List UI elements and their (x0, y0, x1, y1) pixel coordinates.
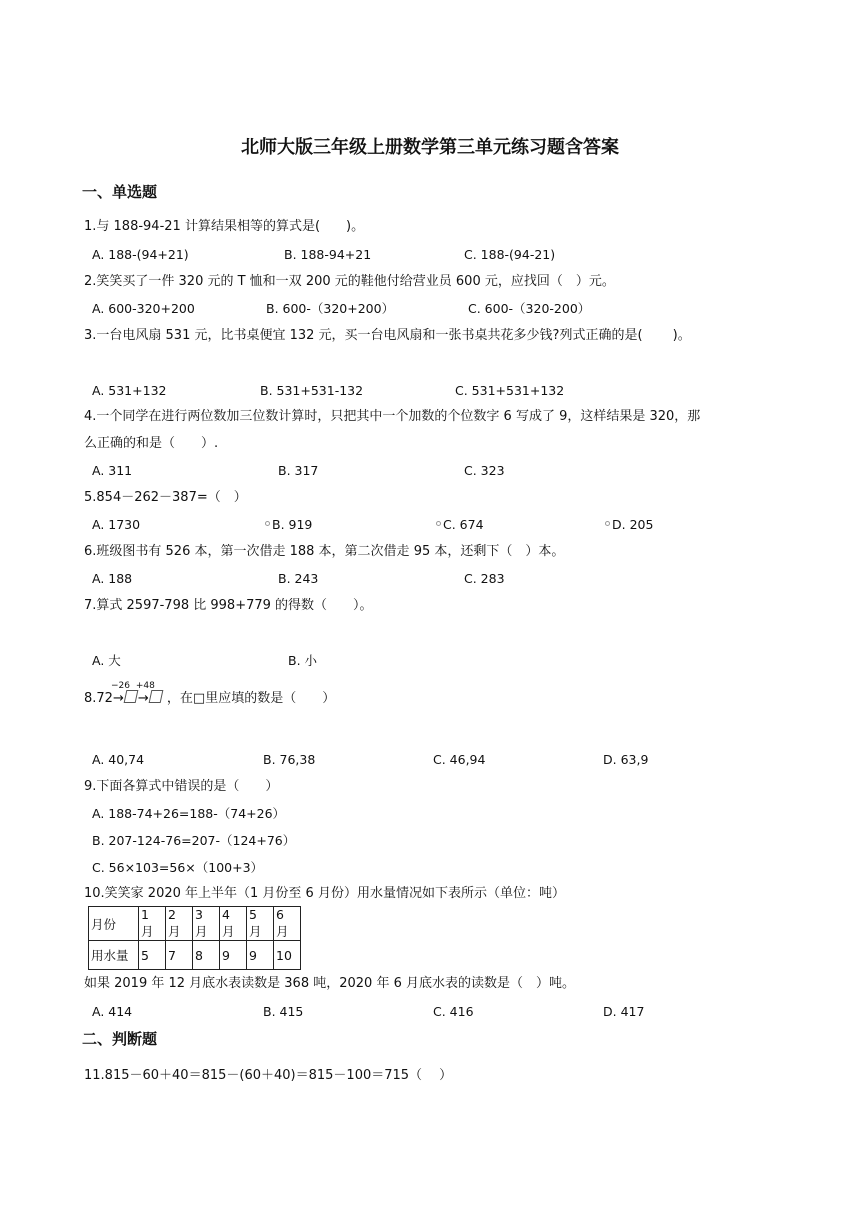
question-7-option-a[interactable]: A. 大 (92, 653, 121, 668)
question-5-stem: 5.854－262－387=（ ） (84, 490, 247, 505)
document-title: 北师大版三年级上册数学第三单元练习题含答案 (241, 137, 619, 158)
question-6-option-a[interactable]: A. 188 (92, 571, 133, 586)
arrow-icon: −26 → (110, 681, 130, 706)
question-2-option-b[interactable]: B. 600-（320+200） (266, 301, 395, 316)
question-2-option-a[interactable]: A. 600-320+200 (92, 301, 195, 316)
question-9-stem: 9.下面各算式中错误的是（ ） (84, 779, 279, 794)
question-8-option-c[interactable]: C. 46,94 (433, 752, 486, 767)
table-row (89, 941, 301, 970)
table-cell: 5 (139, 941, 166, 970)
question-10-option-a[interactable]: A. 414 (92, 1004, 133, 1019)
table-cell: 3 月 (193, 907, 220, 941)
table-cell: 9 (247, 941, 274, 970)
arrow-icon: +48 → (135, 681, 155, 706)
question-8-option-b[interactable]: B. 76,38 (263, 752, 316, 767)
question-6-option-c[interactable]: C. 283 (464, 571, 505, 586)
question-10-follow-up: 如果 2019 年 12 月底水表读数是 368 吨，2020 年 6 月底水表的读数是（ ）吨。 (84, 976, 575, 991)
section-heading-single-choice: 一、单选题 (82, 183, 158, 201)
radio-marker-icon (605, 521, 610, 526)
question-5-option-a[interactable]: A. 1730 (92, 517, 141, 532)
question-1-option-c[interactable]: C. 188-(94-21) (464, 247, 556, 262)
question-6-option-b[interactable]: B. 243 (278, 571, 319, 586)
question-5-option-b[interactable] (265, 516, 312, 534)
question-3-stem: 3.一台电风扇 531 元，比书桌便宜 132 元，买一台电风扇和一张书桌共花多少钱?列式正确的是( )。 (84, 328, 691, 343)
question-8-suffix: ，在□里应填的数是（ ） (166, 691, 336, 706)
answer-box-icon (123, 690, 138, 703)
question-4-option-c[interactable]: C. 323 (464, 463, 505, 478)
question-1-option-a[interactable]: A. 188-(94+21) (92, 247, 189, 262)
table-cell: 10 (274, 941, 301, 970)
question-1-stem: 1.与 188-94-21 计算结果相等的算式是( )。 (84, 219, 365, 234)
question-4-stem-line-1: 4.一个同学在进行两位数加三位数计算时，只把其中一个加数的个位数字 6 写成了 9，这样结果是 320，那 (84, 409, 701, 424)
question-5-option-c[interactable] (436, 516, 484, 534)
question-9-option-b[interactable]: B. 207-124-76=207-（124+76） (92, 833, 296, 848)
question-11-stem: 11.815－60＋40＝815－(60＋40)＝815－100＝715（ ） (84, 1068, 453, 1083)
radio-marker-icon (436, 521, 441, 526)
answer-box-icon (148, 690, 163, 703)
table-cell: 2 月 (166, 907, 193, 941)
question-8-stem (84, 681, 336, 708)
question-4-option-a[interactable]: A. 311 (92, 463, 133, 478)
table-cell: 8 (193, 941, 220, 970)
question-10-stem: 10.笑笑家 2020 年上半年（1 月份至 6 月份）用水量情况如下表所示（单位：吨） (84, 886, 565, 901)
question-8-option-d[interactable]: D. 63,9 (603, 752, 649, 767)
table-cell: 6 月 (274, 907, 301, 941)
question-7-stem: 7.算式 2597-798 比 998+779 的得数（ ）。 (84, 598, 373, 613)
question-5-option-d-label: D. 205 (612, 517, 654, 532)
question-8-option-a[interactable]: A. 40,74 (92, 752, 145, 767)
question-9-option-a[interactable]: A. 188-74+26=188-（74+26） (92, 806, 286, 821)
question-4-option-b[interactable]: B. 317 (278, 463, 319, 478)
question-3-option-a[interactable]: A. 531+132 (92, 383, 167, 398)
question-7-option-b[interactable]: B. 小 (288, 653, 318, 668)
table-cell: 5 月 (247, 907, 274, 941)
question-8-step-1-label: −26 (110, 681, 130, 691)
table-cell: 4 月 (220, 907, 247, 941)
table-cell: 用水量 (89, 941, 139, 970)
question-10-option-c[interactable]: C. 416 (433, 1004, 474, 1019)
table-header-row (89, 907, 301, 941)
table-cell: 9 (220, 941, 247, 970)
table-cell: 月份 (89, 907, 139, 941)
table-cell: 7 (166, 941, 193, 970)
question-9-option-c[interactable]: C. 56×103=56×（100+3） (92, 860, 264, 875)
question-4-stem-line-2: 么正确的和是（ ）. (84, 436, 219, 451)
table-cell: 1 月 (139, 907, 166, 941)
question-1-option-b[interactable]: B. 188-94+21 (284, 247, 372, 262)
question-10-option-d[interactable]: D. 417 (603, 1004, 645, 1019)
question-8-prefix: 8.72 (84, 691, 113, 706)
question-6-stem: 6.班级图书有 526 本，第一次借走 188 本，第二次借走 95 本，还剩下（ ）本。 (84, 544, 565, 559)
question-3-option-b[interactable]: B. 531+531-132 (260, 383, 364, 398)
water-usage-table (88, 906, 301, 970)
question-5-option-b-label: B. 919 (272, 517, 313, 532)
question-8-step-2-label: +48 (135, 681, 155, 691)
question-2-stem: 2.笑笑买了一件 320 元的 T 恤和一双 200 元的鞋他付给营业员 600 元，应找回（ ）元。 (84, 274, 615, 289)
question-3-option-c[interactable]: C. 531+531+132 (455, 383, 565, 398)
question-5-option-c-label: C. 674 (443, 517, 484, 532)
section-heading-true-false: 二、判断题 (82, 1030, 158, 1048)
question-2-option-c[interactable]: C. 600-（320-200） (468, 301, 591, 316)
question-5-option-d[interactable] (605, 516, 653, 534)
radio-marker-icon (265, 521, 270, 526)
question-10-option-b[interactable]: B. 415 (263, 1004, 304, 1019)
